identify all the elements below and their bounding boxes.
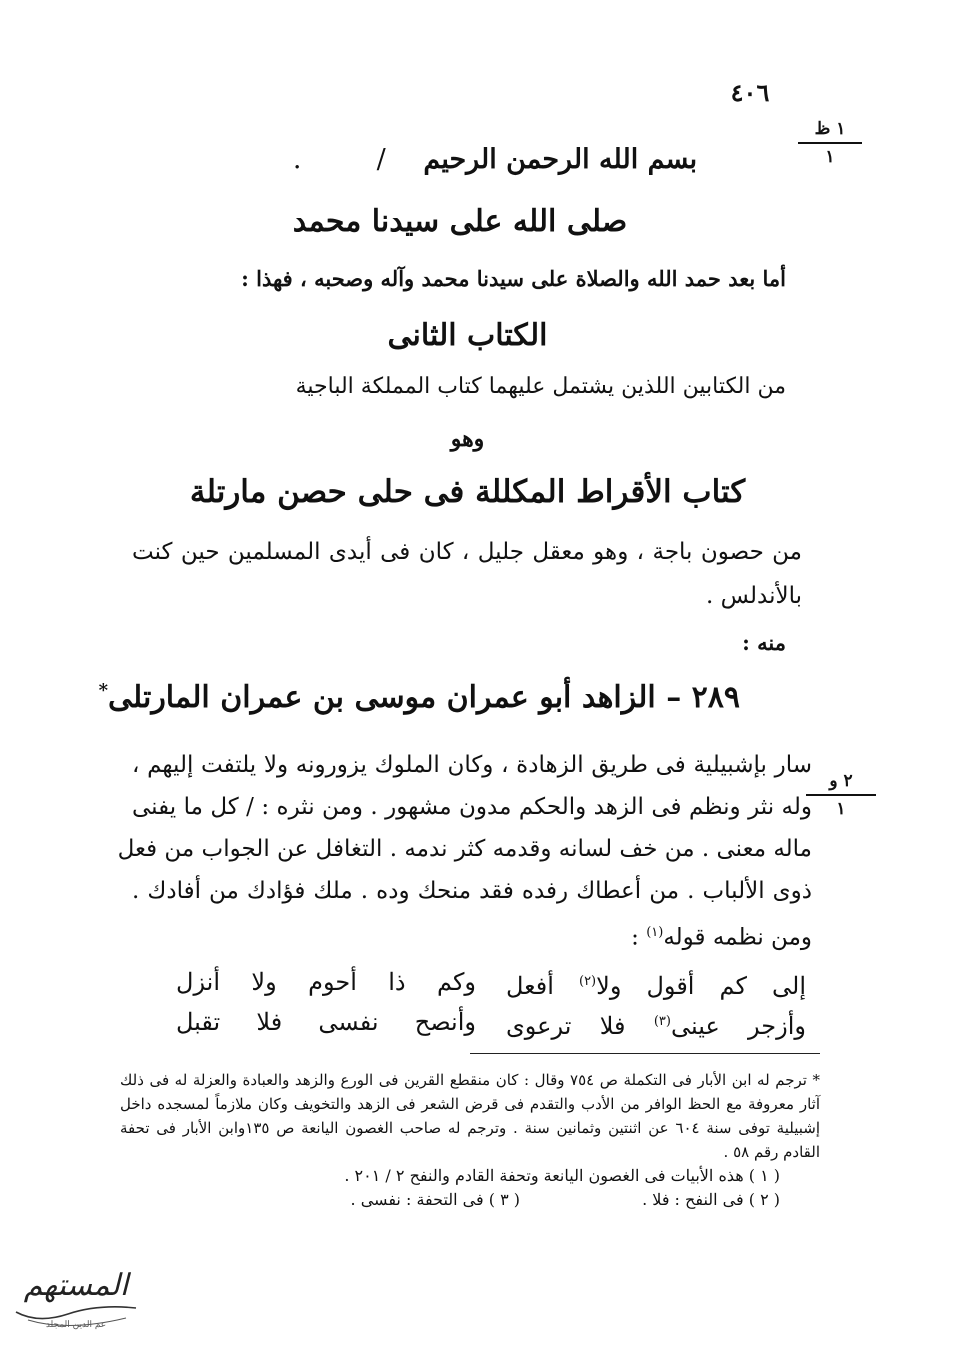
footnotes <box>120 1068 820 1212</box>
watermark-subtext: عم الدين المجلد <box>45 1320 107 1330</box>
poem-second-hemistich: وكم ذا أحوم ولا أنزل <box>176 968 476 996</box>
footnote-separator <box>470 1053 820 1054</box>
entry-body-line: سار بإشبيلية فى طريق الزهادة ، وكان الملوك يزورونه ولا يلتفت إليهم ، <box>132 752 812 778</box>
watermark-logo <box>8 1262 144 1342</box>
basmala-line <box>150 144 840 175</box>
footnote-ref-1: (١) <box>646 925 664 940</box>
poem <box>176 962 806 1042</box>
poem-verse <box>176 1002 806 1042</box>
entry-body-line: ذوى الألباب . من أعطاك رفده فقد منحك وده . ملك فؤادك من أفادك . <box>132 878 812 904</box>
margin-folio-note-2 <box>806 770 876 820</box>
footnote-2: ( ٢ ) فى النفح : فلا . <box>642 1190 780 1209</box>
salla-line: صلى الله على سيدنا محمد <box>292 204 628 239</box>
basmala-mark: . <box>292 144 302 175</box>
entry-body-last-line <box>132 912 812 954</box>
poem-verse <box>176 962 806 1002</box>
aqrat-title: كتاب الأقراط المكللة فى حلى حصن مارتلة <box>189 474 746 510</box>
wahuwa-line: وهو <box>450 426 485 452</box>
minhu-label: منه : <box>742 630 786 655</box>
margin-folio-note-2-bottom: ١ <box>836 799 846 819</box>
entry-body-line: وله نثر ونظم فى الزهد والحكم مدون مشهور . ومن نثره : / كل ما يفنى <box>132 794 812 820</box>
basmala-slash: / <box>376 144 386 175</box>
margin-folio-note-1-bottom: ١ <box>825 147 835 167</box>
poem-second-hemistich: وأنصح نفسى فلا تقبل <box>176 1008 476 1036</box>
footnote-ref-2: (٢) <box>578 974 597 989</box>
margin-folio-note-2-top: ٢ و <box>829 771 853 791</box>
watermark-text: المستهم <box>23 1268 129 1303</box>
poem-hemistich-part: أفعل <box>506 972 579 1000</box>
book-title: الكتاب الثانى <box>387 318 548 353</box>
footnotes-2-3 <box>120 1188 820 1212</box>
poem-hemistich-part: فلا ترعوى <box>506 1012 654 1040</box>
basmala-text: بسم الله الرحمن الرحيم <box>423 144 698 175</box>
entry-body <box>117 744 812 954</box>
entry-body-last-line-text: ومن نظمه قوله <box>663 924 812 951</box>
amma-baad-line: أما بعد حمد الله والصلاة على سيدنا محمد وآله وصحبه ، فهذا : <box>241 266 786 291</box>
intro-paragraph: من حصون باجة ، وهو معقل جليل ، كان فى أيدى المسلمين حين كنت بالأندلس . <box>132 539 802 609</box>
entry-title-footnote-mark: * <box>98 680 109 701</box>
margin-folio-note-2-rule <box>806 794 876 796</box>
poem-hemistich-part: إلى كم أقول ولا <box>596 972 806 1000</box>
poem-first-hemistich <box>506 962 806 1002</box>
entry-body-last-line-end: : <box>631 924 647 951</box>
page-number: ٤٠٦ <box>730 78 770 107</box>
entry-body-line: ماله معنى . من خف لسانه وقدمه كثر ندمه . التغافل عن الجواب من فعل <box>117 836 812 862</box>
margin-folio-note-1-top: ١ ظ <box>814 119 846 139</box>
poem-hemistich-part: وأزجر عينى <box>670 1012 806 1040</box>
footnote-1: ( ١ ) هذه الأبيات فى الغصون اليانعة وتحفة القادم والنفح ٢ / ٢٠١ . <box>344 1166 780 1185</box>
book-description: من الكتابين اللذين يشتمل عليهما كتاب المملكة الباجية <box>295 374 786 399</box>
footnote-ref-3: (٣) <box>653 1014 671 1029</box>
poem-first-hemistich <box>506 1002 806 1042</box>
footnote-star: * ترجم له ابن الأبار فى التكملة ص ٧٥٤ وقال : كان منقطع القرين فى الورع والزهد والعبادة والعزلة له فى ذلك آثار معروفة مع الحظ الوافر من الأدب والتقدم فى قرض الشعر فى الزهد والتخويف وكان ملازماً لمسجده داخل إشبيلية توفى سنة ٦٠٤ عن اثنتين وثمانين سنة . وترجم له صاحب الغصون اليانعة ص ١٣٥وابن الأبار فى تحفة القادم رقم ٥٨ . <box>120 1071 820 1161</box>
entry-title-text: ٢٨٩ – الزاهد أبو عمران موسى بن عمران المارتلى <box>108 680 740 715</box>
footnote-3: ( ٣ ) فى التحفة : نفسى . <box>350 1190 520 1209</box>
entry-title <box>98 680 740 715</box>
